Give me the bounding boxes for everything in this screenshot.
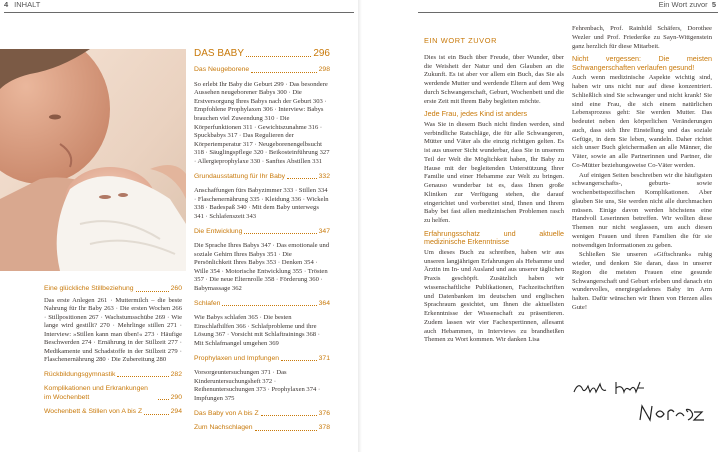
signature-1-drawing xyxy=(572,378,652,398)
toc-entry-wochenbett-az[interactable] xyxy=(44,408,182,417)
toc-entry-entwicklung[interactable] xyxy=(194,228,330,237)
toc-body: So erlebt Ihr Baby die Geburt 299 · Das besondere Aussehen neugeborener Babys 300 · Die Erstversorgung Ihres Babys nach der Geburt 303 · Empfohlene Prophylaxen 306 · Interview: Babys brauchen viel Zuwendung 310 · Die Körperfunktionen 311 · Gewichtszunahme 316 · Spuckbabys 317 · Das Regulieren der Körpertemperatur 317 · Neugeborenengelbsucht 318 · Säuglingspflege 320 · Beikosteinführung 327 · Allergieprophylaxe 330 · Sanftes Abstillen 331 xyxy=(194,80,330,165)
toc-part-das-baby[interactable] xyxy=(194,47,330,60)
foreword-heading-3: Nicht vergessen: Die meisten Schwangerschaften verlaufen gesund! xyxy=(572,54,712,72)
toc-page: 332 xyxy=(318,172,330,180)
signature-silvia-hoefer xyxy=(572,378,712,398)
toc-entry-prophylaxen[interactable] xyxy=(194,355,330,364)
toc-heading: Wochenbett & Stillen von A bis Z xyxy=(44,408,143,415)
toc-heading: Komplikationen und Erkrankungen im Wochenbett xyxy=(44,385,148,401)
toc-heading: Eine glückliche Stillbeziehung xyxy=(44,285,134,292)
toc-heading: Schlafen xyxy=(194,299,221,307)
signature-2-drawing xyxy=(638,398,708,424)
signature-nora-szasz xyxy=(638,398,718,424)
foreword-title: EIN WORT ZUVOR xyxy=(424,36,498,45)
toc-part-page: 296 xyxy=(313,48,330,59)
toc-entry-baby-az[interactable] xyxy=(194,410,330,419)
toc-part-title: DAS BABY xyxy=(194,48,245,59)
toc-page: 298 xyxy=(318,66,330,73)
left-page-header xyxy=(4,0,354,10)
foreword-column-1 xyxy=(424,34,564,346)
foreword-paragraph-3: Auch wenn medizinische Aspekte wichtig sind, haben wir uns nicht nur auf diese konzentriert. Schließlich sind Sie schwanger und nicht krank! Sie sind eine Frau, die sich einem natürlichen Lebensprozess geht: Sie werden Mutter. Das bedeutet neben den körperlichen Veränderungen auch, dass sich Ihre Einstellung und das soziale Gefüge, in dem Sie leben, wandeln. Daher richtet sich unser Buch gleichermaßen an alle Männer, die Väter, sowie an alle Partnerinnen und Partner, die Co-Mütter beziehungsweise Co-Väter werden. xyxy=(572,74,712,169)
foreword-heading-2: Erfahrungsschatz und aktuelle medizinische Erkenntnisse xyxy=(424,228,564,247)
toc-entry-stillbeziehung[interactable] xyxy=(44,285,182,294)
book-gutter xyxy=(358,0,362,452)
right-page-number: 5 xyxy=(711,0,716,9)
toc-heading: Rückbildungsgymnastik xyxy=(44,370,116,378)
toc-heading: Die Entwicklung xyxy=(194,227,243,235)
toc-page: 364 xyxy=(318,299,330,307)
left-header-rule xyxy=(4,12,354,13)
right-page-title: Ein Wort zuvor xyxy=(658,0,708,9)
toc-heading: Grundausstattung für Ihr Baby xyxy=(194,172,286,180)
foreword-paragraph-2-cont: Fehrenbach, Prof. Rainhild Schäfers, Dorothee Wezler und Prof. Friederike zu Sayn-Wittgenstein ganz herzlich für diese Mitarbeit. xyxy=(572,25,712,50)
toc-heading: Das Neugeborene xyxy=(194,66,250,73)
toc-heading: Prophylaxen und Impfungen xyxy=(194,354,280,362)
right-header-rule xyxy=(418,12,718,13)
toc-heading: Das Baby von A bis Z xyxy=(194,409,259,417)
foreword-heading-1: Jede Frau, jedes Kind ist anders xyxy=(424,109,528,119)
toc-page: 260 xyxy=(170,285,182,292)
toc-middle-column xyxy=(194,47,330,439)
toc-entry-rueckbildung[interactable] xyxy=(44,371,182,380)
toc-page: 378 xyxy=(318,424,330,432)
foreword-paragraph-5: Schließen Sie unseren »Giftschrank« ruhig wieder, und denken Sie daran, dass in unserer Region die meisten Frauen eine gesunde Schwangerschaft und Geburt erleben und danach ein wundervolles, energiegeladenes Baby im Arm halten. Dafür wünschen wir Ihnen von Herzen alles Gute! xyxy=(572,251,712,311)
right-page-header xyxy=(420,0,716,10)
foreword-paragraph-1: Was Sie in diesem Buch nicht finden werden, sind verbindliche Ratschläge, die für alle Schwangeren, Mütter und Väter als die einzig richtigen gelten. Es ist aus unserer Sicht wunderbar, dass Sie in unserem Teil der Welt die Möglichkeit haben, Ihr Baby zu Hause mit der begleitenden Unterstützung Ihrer Familie und einer Hebamme zur Welt zu bringen. Genauso wunderbar ist es, dass Ihnen große Kliniken zur Verfügung stehen, die darauf eingerichtet und vorbereitet sind, Ihnen und Ihrem Baby bei fast allen medizinischen Problemen rasch zu helfen. xyxy=(424,120,564,224)
toc-page: 290 xyxy=(170,393,182,401)
toc-entry-nachschlagen[interactable] xyxy=(194,424,330,433)
toc-page: 371 xyxy=(318,354,330,362)
toc-left-column xyxy=(44,285,182,417)
toc-body: Wie Babys schlafen 365 · Die besten Einschlafhilfen 366 · Schlafprobleme und ihre Lösung 367 · Vorsicht mit Schlaftrainings 368 · Mit Schlafmangel umgehen 369 xyxy=(194,314,320,348)
toc-page: 282 xyxy=(170,370,182,378)
photo-illustration xyxy=(0,49,186,271)
toc-body: Anschaffungen fürs Babyzimmer 333 · Stillen 334 · Flaschenernährung 335 · Kleidung 336 · Wickeln 338 · Badespaß 340 · Mit dem Baby unterwegs 341 · Schlafenszeit 343 xyxy=(194,187,329,220)
toc-page: 294 xyxy=(170,408,182,415)
foreword-column-2 xyxy=(572,25,712,314)
toc-body: Die Sprache Ihres Babys 347 · Das emotionale und soziale Gehirn Ihres Babys 351 · Die Persönlichkeit Ihres Babys 353 · Denken 354 · Wille 354 · Motorische Entwicklung 355 · Trösten 357 · Die neue Elternrolle 358 · Förderung 360 · Babymassage 362 xyxy=(194,242,330,293)
toc-entry-schlafen[interactable] xyxy=(194,300,330,309)
toc-page: 376 xyxy=(318,409,330,417)
toc-heading: Zum Nachschlagen xyxy=(194,424,253,432)
toc-entry-neugeborene[interactable] xyxy=(194,66,330,75)
toc-body: Das erste Anlegen 261 · Muttermilch – die beste Nahrung für Ihr Baby 263 · Die ersten Wochen 266 · Stillpositionen 267 · Wachstumsschübe 269 · Wie lange wird gestillt? 270 · Mehrlinge stillen 271 · Interview: »Stillen kann man üben!« 273 · Häufige Beschwerden 274 · Ernährung in der Stillzeit 277 · Medikamente und Schadstoffe in der Stillzeit 279 · Flaschenernährung 280 · Die Zubereitung 280 xyxy=(44,296,182,363)
foreword-paragraph-2: Um dieses Buch zu schreiben, haben wir aus unseren langjährigen Erfahrungen als Hebamme und Ärztin im In- und Ausland und aus unserer täglichen Praxis geschöpft. Zusätzlich haben wir wissenschaftliche Publikationen, Fachzeitschriften und Datenbanken im deutschen und englischen Sprachraum gesichtet, um Ihnen die aktuellsten Erkenntnisse der Wissenschaft zu präsentieren. Zudem lassen wir vier Fachexpertinnen, allesamt auch Hebammen, in Interviews zu brandheißen Themen zu Wort kommen. Wir danken Lisa xyxy=(424,248,564,344)
left-page-number: 4 xyxy=(4,0,9,9)
toc-body: Vorsorgeuntersuchungen 371 · Das Kinderuntersuchungsheft 372 · Reihenuntersuchungen 373 · Prophylaxen 374 · Impfungen 375 xyxy=(194,369,321,402)
father-baby-photo xyxy=(0,49,186,271)
toc-page: 347 xyxy=(318,227,330,235)
toc-entry-grundausstattung[interactable] xyxy=(194,173,330,182)
toc-entry-komplikationen[interactable] xyxy=(44,385,182,402)
foreword-paragraph-4: Auf einigen Seiten beschreiben wir die häufigsten schwangerschafts-, geburts- sowie wochenbettspezifischen Komplikationen. Aber glauben Sie uns, Sie werden nicht alle durchmachen müssen. Einige davon werden höchstens eine Handvoll Leserinnen betreffen. Wir wollten diese Themen nur nicht weglassen, um auch diesen wenigen Frauen und ihren Familien die für sie notwendigen Informationen zu geben. xyxy=(572,171,712,249)
left-page-title: INHALT xyxy=(14,0,41,9)
foreword-intro: Dies ist ein Buch über Freude, über Wunder, über die Weisheit der Natur und den Glauben an die Zukunft. Es ist aber vor allem ein Buch, das Sie als werdende Mutter und werdende Eltern auf dem Weg durch Schwangerschaft, Geburt, Wochenbett und die erste Zeit mit Ihrem Baby begleiten möchte. xyxy=(424,53,564,105)
